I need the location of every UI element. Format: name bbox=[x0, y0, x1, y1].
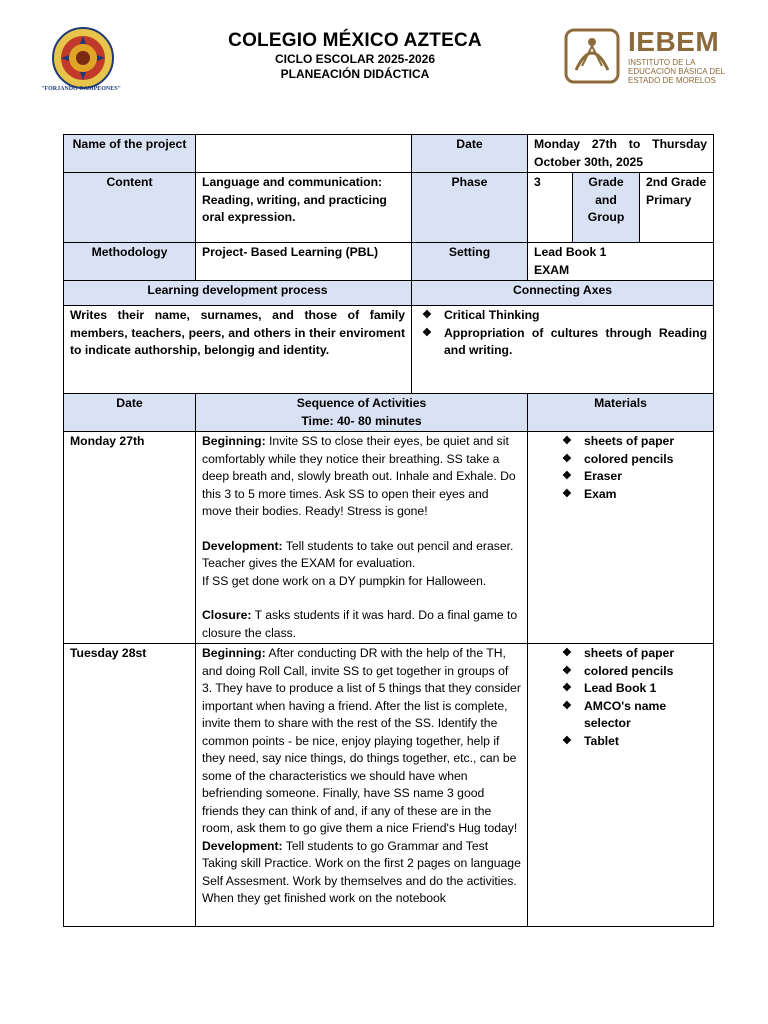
school-motto: "FORJANDO CAMPEONES" bbox=[41, 86, 121, 92]
development-paragraph bbox=[202, 838, 521, 908]
project-value bbox=[196, 135, 412, 173]
process-row bbox=[64, 306, 714, 394]
project-row bbox=[64, 135, 714, 173]
activity-sequence bbox=[196, 644, 528, 927]
material-item: ❖ colored pencils bbox=[584, 663, 707, 681]
beginning-label: Beginning: bbox=[202, 434, 266, 448]
date-value: Monday 27th to Thursday October 30th, 2025 bbox=[528, 135, 714, 173]
methodology-label: Methodology bbox=[64, 243, 196, 281]
beginning-label: Beginning: bbox=[202, 646, 266, 660]
development-text: Tell students to go Grammar and Test Taking skill Practice. Work on the first 2 pages on language Self Assesment. Work by themselves and do the activities. When they get finished work on the notebook bbox=[202, 838, 521, 905]
material-item: ❖ Tablet bbox=[584, 733, 707, 751]
closure-label: Closure: bbox=[202, 608, 252, 622]
iebem-name: IEBEM bbox=[628, 26, 720, 57]
materials-list bbox=[528, 644, 714, 927]
day-row-monday bbox=[64, 432, 714, 644]
date-label: Date bbox=[412, 135, 528, 173]
beginning-text: After conducting DR with the help of the TH, and doing Roll Call, invite SS to get together in groups of 3. They have to produce a list of 5 things that they consider important when having a friend. After the list is complete, invite them to share with the rest of the SS. Identify the common points - be nice, enjoy playing together, help if they need, say nice things, do things together, etc., can be some of the characteristics we should have when befriending someone. Finally, have SS name 3 good friends they can think of and, if any of these are in the room, ask them to go give them a nice Friend's Hug today! bbox=[202, 646, 521, 835]
learning-process-text: Writes their name, surnames, and those of family members, teachers, peers, and others in their enviroment to indicate authorship, belongig and identity. bbox=[64, 306, 412, 394]
learning-process-label: Learning development process bbox=[64, 281, 412, 306]
methodology-value: Project- Based Learning (PBL) bbox=[196, 243, 412, 281]
iebem-subtitle-line: EDUCACIÓN BÁSICA DEL bbox=[628, 67, 725, 76]
col-sequence-label bbox=[196, 394, 528, 432]
connecting-axes-list bbox=[412, 306, 714, 394]
methodology-row bbox=[64, 243, 714, 281]
materials-list bbox=[528, 432, 714, 644]
development-label: Development: bbox=[202, 538, 283, 553]
material-item: ❖ AMCO's name selector bbox=[584, 698, 707, 733]
col-date-label: Date bbox=[64, 394, 196, 432]
development-extra: If SS get done work on a DY pumpkin for Halloween. bbox=[202, 573, 487, 588]
project-label: Name of the project bbox=[64, 135, 196, 173]
closure-paragraph bbox=[202, 607, 521, 642]
material-item: ❖ sheets of paper bbox=[584, 433, 707, 451]
beginning-paragraph bbox=[202, 645, 521, 838]
setting-line: Lead Book 1 bbox=[534, 245, 607, 259]
day-row-tuesday bbox=[64, 644, 714, 927]
development-text: Tell students to take out pencil and eraser. Teacher gives the EXAM for evaluation. bbox=[202, 538, 514, 570]
material-item: ❖ Lead Book 1 bbox=[584, 680, 707, 698]
grade-value: 2nd Grade Primary bbox=[640, 173, 714, 243]
iebem-emblem-icon bbox=[562, 26, 622, 86]
phase-label: Phase bbox=[412, 173, 528, 243]
setting-label: Setting bbox=[412, 243, 528, 281]
activities-header-row bbox=[64, 394, 714, 432]
iebem-subtitle bbox=[628, 58, 748, 85]
grade-label: Grade and Group bbox=[573, 173, 640, 243]
content-value: Language and communication: Reading, writing, and practicing oral expression. bbox=[196, 173, 412, 243]
beginning-paragraph bbox=[202, 433, 521, 521]
setting-line: EXAM bbox=[534, 262, 570, 277]
school-year: CICLO ESCOLAR 2025-2026 bbox=[274, 52, 436, 66]
material-item: ❖ sheets of paper bbox=[584, 645, 707, 663]
sequence-time: Time: 40- 80 minutes bbox=[301, 413, 422, 428]
day-label: Monday 27th bbox=[64, 432, 196, 644]
process-header-row bbox=[64, 281, 714, 306]
document-type: PLANEACIÓN DIDÁCTICA bbox=[280, 67, 430, 81]
iebem-subtitle-line: INSTITUTO DE LA bbox=[628, 58, 696, 67]
document-header bbox=[0, 0, 768, 120]
activity-sequence bbox=[196, 432, 528, 644]
iebem-logo bbox=[562, 26, 742, 88]
beginning-text: Invite SS to close their eyes, be quiet and sit comfortably while they notice their breathing. SS take a deep breath and, slowly breath out. Inhale and Exhale. Do this 3 to 5 more times. Ask SS to open their eyes and move their bodies. Ready! Stress is gone! bbox=[202, 434, 516, 518]
connecting-axes-label: Connecting Axes bbox=[412, 281, 714, 306]
lesson-plan-table bbox=[63, 134, 714, 927]
phase-value: 3 bbox=[528, 173, 573, 243]
school-name: COLEGIO MÉXICO AZTECA bbox=[228, 30, 482, 51]
axis-item: ❖ Critical Thinking bbox=[444, 307, 707, 325]
col-materials-label: Materials bbox=[528, 394, 714, 432]
development-label: Development: bbox=[202, 838, 283, 853]
axis-item: ❖ Appropriation of cultures through Reading and writing. bbox=[444, 325, 707, 360]
document-titles bbox=[210, 30, 500, 82]
material-item: ❖ Eraser bbox=[584, 468, 707, 486]
content-row bbox=[64, 173, 714, 243]
closure-text: T asks students if it was hard. Do a final game to closure the class. bbox=[202, 608, 518, 640]
development-paragraph bbox=[202, 538, 521, 573]
material-item: ❖ Exam bbox=[584, 486, 707, 504]
sequence-title: Sequence of Activities bbox=[296, 396, 427, 410]
material-item: ❖ colored pencils bbox=[584, 451, 707, 469]
content-label: Content bbox=[64, 173, 196, 243]
day-label: Tuesday 28st bbox=[64, 644, 196, 927]
iebem-subtitle-line: ESTADO DE MORELOS bbox=[628, 76, 716, 85]
setting-value bbox=[528, 243, 714, 281]
